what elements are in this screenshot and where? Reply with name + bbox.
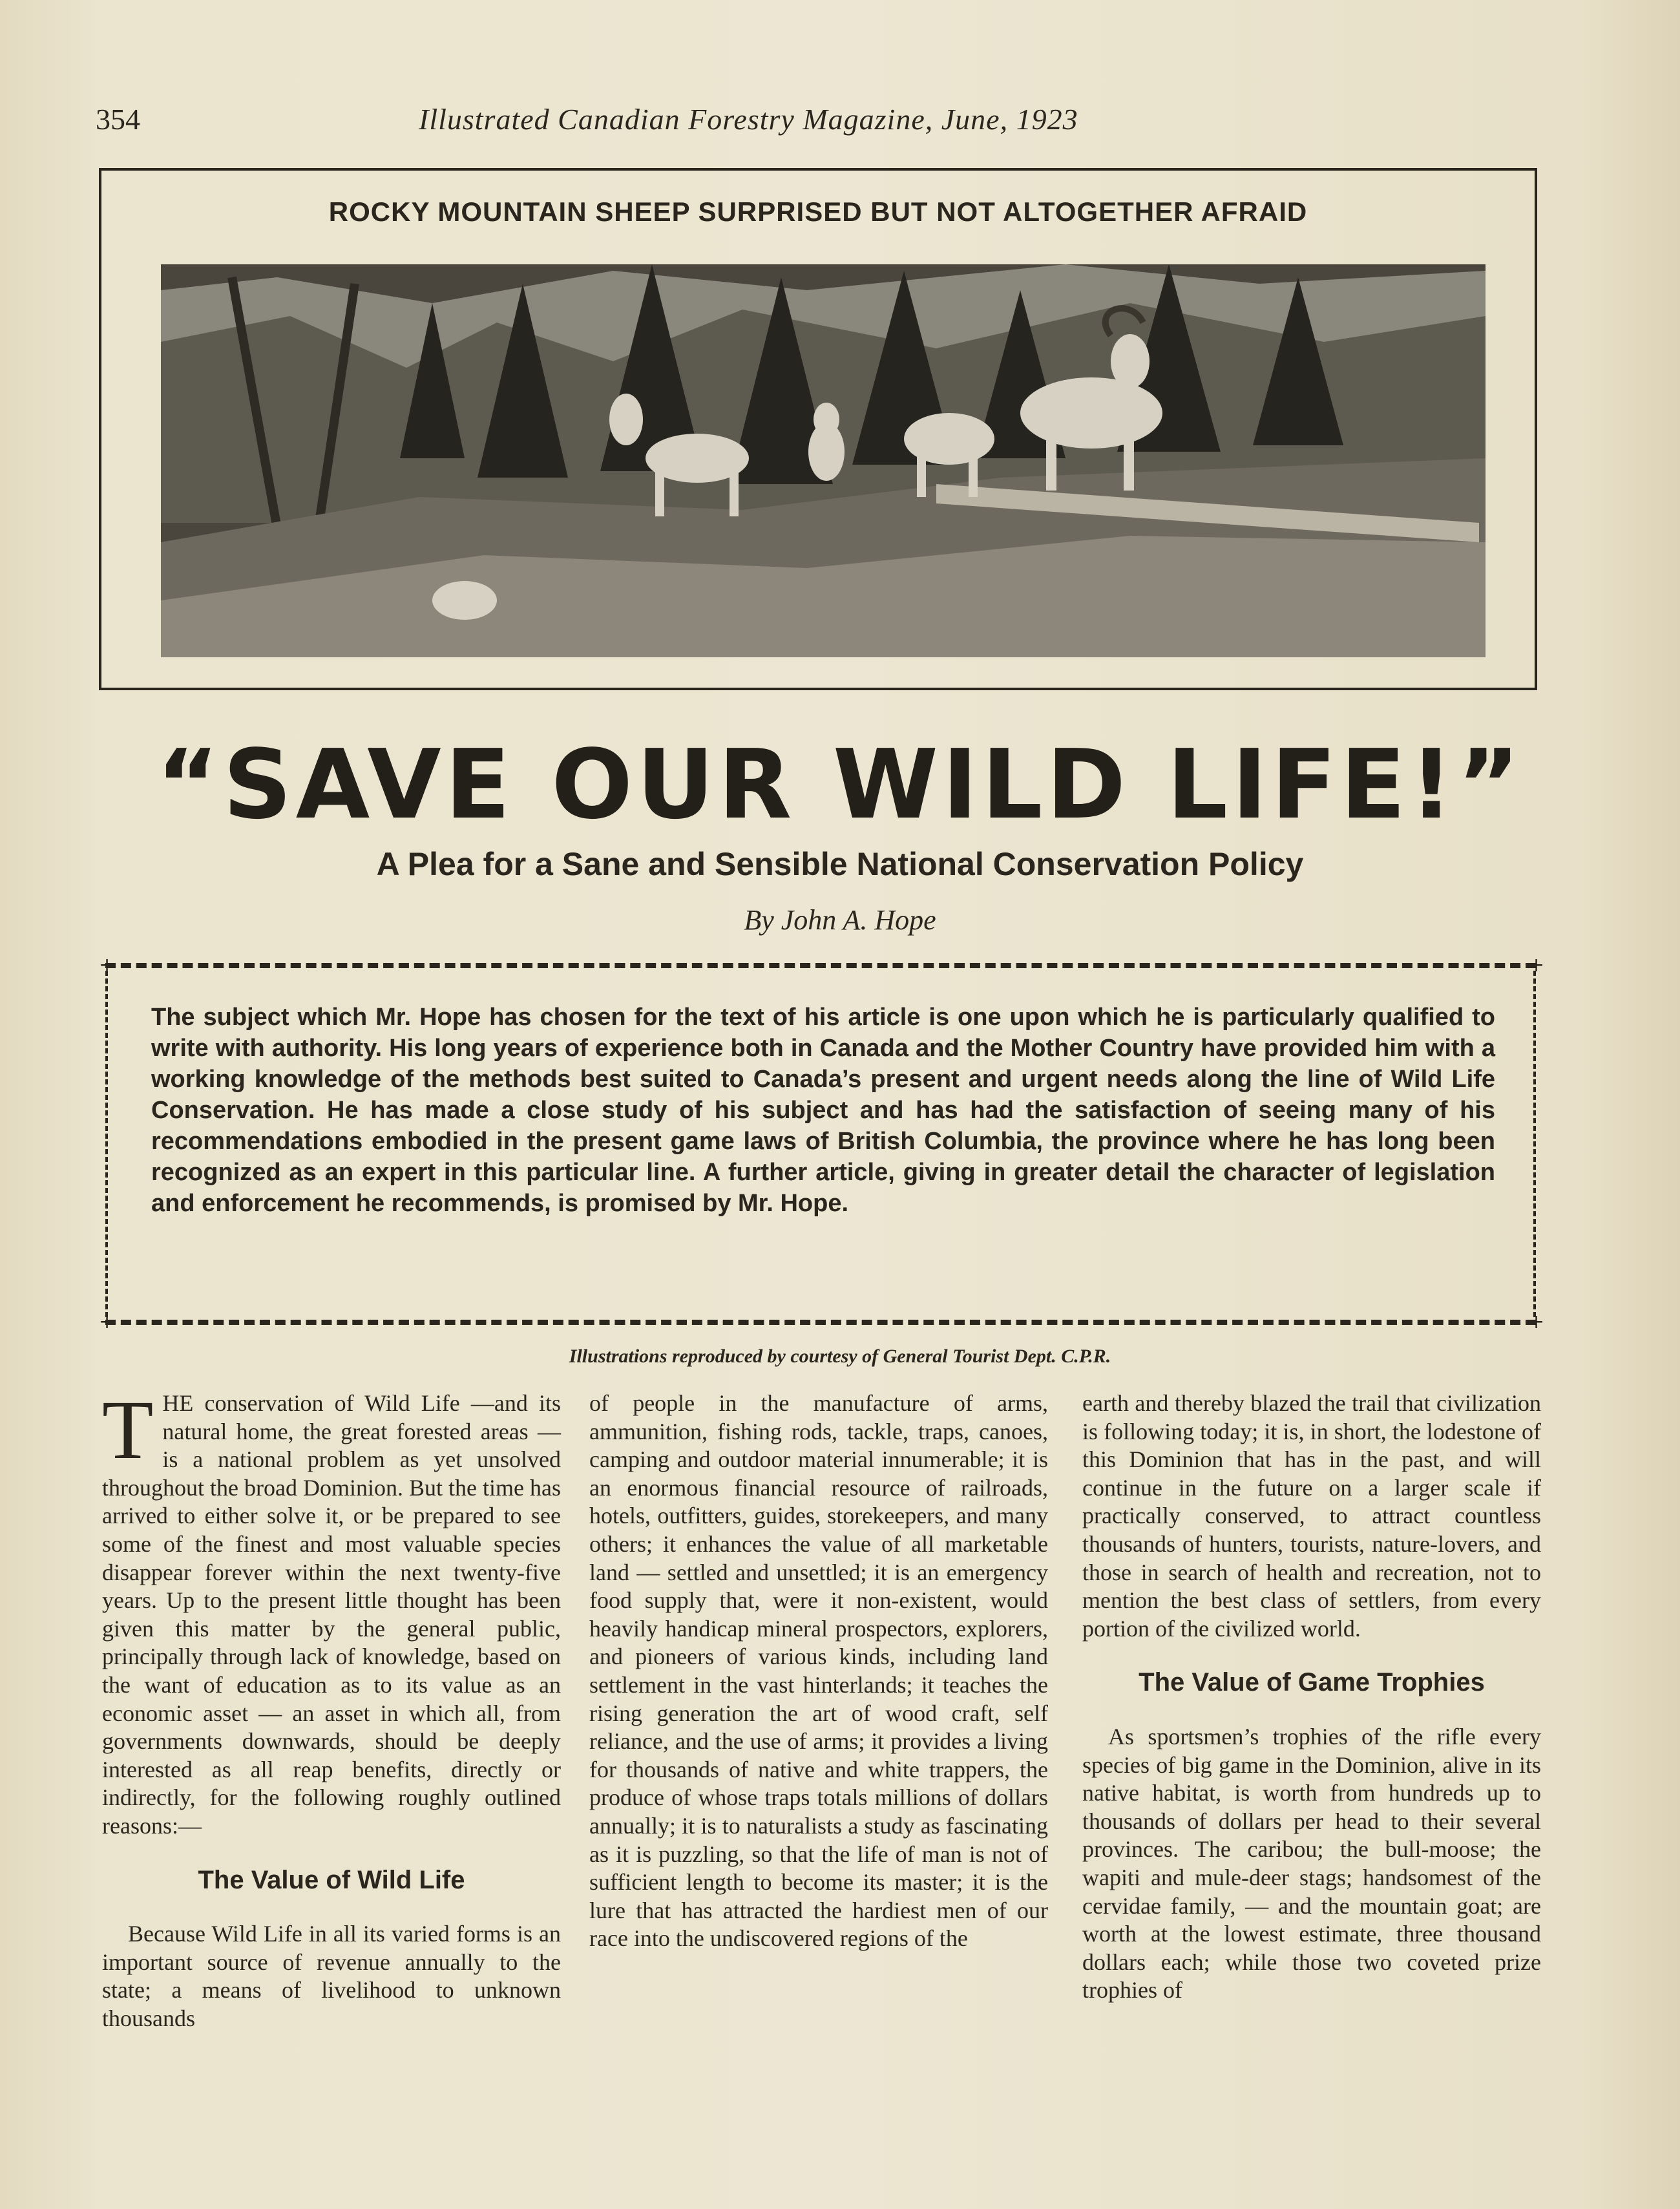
- corner-ornament: +: [1528, 954, 1545, 977]
- section-heading: The Value of Game Trophies: [1139, 1668, 1485, 1697]
- illustrations-credit: Illustrations reproduced by courtesy of General Tourist Dept. C.P.R.: [569, 1346, 1111, 1367]
- corner-ornament: +: [99, 954, 116, 977]
- paragraph: earth and thereby blazed the trail that civilization is following today; it is, in short, the lodestone of this Dominion that has in the past, and will continue in the future on a larger scale if practically conserved, to attract countless thousands of hunters, tourists, nature-lovers, and those in search of health and recreation, not to mention the best class of settlers, from every portion of the civilized world.: [1082, 1390, 1541, 1642]
- paragraph: As sportsmen’s trophies of the rifle every species of big game in the Dominion, alive in its native habitat, is worth from hundreds up to thousands of dollars per head to their several provinces. The caribou; the bull-moose; the wapiti and mule-deer stags; handsomest of the cervidae family, — and the mountain goat; are worth at the lowest estimate, three thousand dollars each; while those two coveted prize trophies of: [1082, 1723, 1541, 2003]
- opening-paragraph: [102, 1384, 561, 1841]
- photo-frame: [99, 168, 1537, 690]
- editor-note-text: The subject which Mr. Hope has chosen for the text of his article is one upon which he is particularly qualified to write with authority. His long years of experience both in Canada and the Mother Country have provided him with a working knowledge of the methods best suited to Canada’s present and urgent needs along the line of Wild Life Conservation. He has made a close study of his subject and has had the satisfaction of seeing many of his recommendations embodied in the present game laws of British Columbia, the province where he has long been recognized as an expert in this particular line. A further article, giving in greater detail the character of legislation and enforcement he recommends, is promised by Mr. Hope.: [151, 1004, 1495, 1217]
- drop-cap: T: [102, 1384, 154, 1477]
- running-header: [96, 102, 1549, 147]
- photo-caption: ROCKY MOUNTAIN SHEEP SURPRISED BUT NOT ALTOGETHER AFRAID: [328, 196, 1308, 227]
- article-headline: “SAVE OUR WILD LIFE!”: [156, 729, 1524, 840]
- article-byline: By John A. Hope: [744, 904, 936, 936]
- text-column-2: [589, 1390, 1048, 1953]
- page-number: 354: [96, 103, 140, 136]
- article-subhead: A Plea for a Sane and Sensible National Conservation Policy: [376, 846, 1304, 882]
- section-heading: The Value of Wild Life: [198, 1865, 465, 1894]
- sheep-photograph: [161, 264, 1486, 657]
- paragraph-text: HE conservation of Wild Life —and its natural home, the great forested areas — is a national problem as yet unsolved throughout the broad Dominion. But the time has arrived to either solve it, or be prepared to see some of the finest and most valuable species disappear forever within the next twenty-five years. Up to the present little thought has been given this matter by the general public, principally through lack of knowledge, based on the want of education as to its value as an economic asset — an asset in which all, from governments downwards, should be deeply interested as all reap benefits, directly or indirectly, for the following roughly outlined reasons:—: [102, 1390, 561, 1839]
- text-column-3: [1082, 1390, 1541, 2005]
- paragraph: Because Wild Life in all its varied forms is an important source of revenue annually to the state; a means of livelihood to unknown thousands: [102, 1921, 561, 2031]
- corner-ornament: +: [1528, 1311, 1545, 1333]
- sheep-photo-illustration: [161, 264, 1486, 657]
- text-column-1: [102, 1384, 561, 2033]
- editor-note-box: [99, 954, 1545, 1333]
- magazine-title: Illustrated Canadian Forestry Magazine, June, 1923: [419, 103, 1078, 136]
- corner-ornament: +: [99, 1311, 116, 1333]
- paragraph: of people in the manufacture of arms, ammunition, fishing rods, tackle, traps, canoes, camping and outdoor material innumerable; it is an enormous financial resource of railroads, hotels, outfitters, guides, storekeepers, and many others; it enhances the value of all marketable land — settled and unsettled; it is an emergency food supply that, were it non-existent, would heavily handicap mineral prospectors, explorers, and pioneers of various kinds, including land settlement in the vast hinterlands; it teaches the rising generation the art of wood craft, self reliance, and the use of arms; it provides a living for thousands of native and white trappers, the produce of whose traps totals millions of dollars annually; it is to naturalists a study as fascinating as it is puzzling, so that the life of man is not of sufficient length to become its master; it is the lure that has attracted the hardiest men of our race into the undiscovered regions of the: [589, 1390, 1048, 1952]
